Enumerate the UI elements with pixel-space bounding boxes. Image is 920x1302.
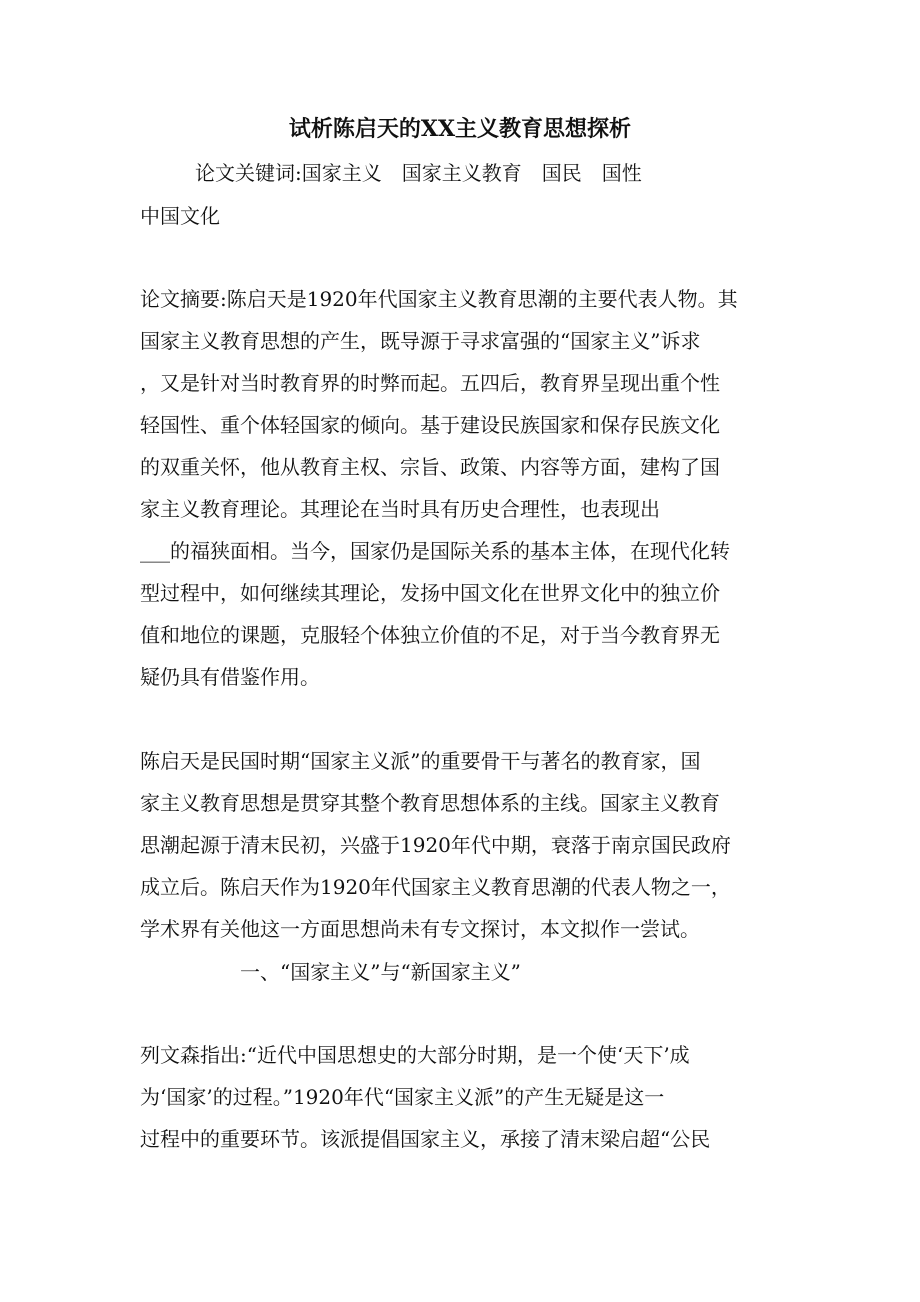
abstract-line: 型过程中，如何继续其理论，发扬中国文化在世界文化中的独立价 <box>140 581 720 605</box>
abstract-line: 轻国性、重个体轻国家的倾向。基于建设民族国家和保存民族文化 <box>140 413 720 437</box>
intro-line: 家主义教育思想是贯穿其整个教育思想体系的主线。国家主义教育 <box>140 791 720 815</box>
document-title: 试析陈启天的XX主义教育思想探析 <box>288 116 632 142</box>
intro-line: 陈启天是民国时期“国家主义派”的重要骨干与著名的教育家，国 <box>140 749 701 773</box>
abstract-line: 值和地位的课题，克服轻个体独立价值的不足，对于当今教育界无 <box>140 623 720 647</box>
abstract-line: 家主义教育理论。其理论在当时具有历史合理性，也表现出 <box>140 497 660 521</box>
abstract-line: 国家主义教育思想的产生，既导源于寻求富强的“国家主义”诉求 <box>140 329 701 353</box>
intro-line: 学术界有关他这一方面思想尚未有专文探讨，本文拟作一尝试。 <box>140 917 700 941</box>
abstract-line: 论文摘要:陈启天是1920年代国家主义教育思潮的主要代表人物。其 <box>140 287 738 311</box>
section-body-line: 为‘国家’的过程。”1920年代“国家主义派”的产生无疑是这一 <box>140 1085 665 1109</box>
section-heading: 一、“国家主义”与“新国家主义” <box>240 960 521 984</box>
abstract-line: 疑仍具有借鉴作用。 <box>140 665 320 689</box>
keywords-line: 论文关键词:国家主义 国家主义教育 国民 国性 <box>195 161 642 185</box>
abstract-line: 的双重关怀，他从教育主权、宗旨、政策、内容等方面，建构了国 <box>140 455 720 479</box>
intro-line: 成立后。陈启天作为1920年代国家主义教育思潮的代表人物之一， <box>140 875 731 899</box>
keywords-line-continued: 中国文化 <box>140 204 220 228</box>
abstract-line: ___的福狭面相。当今，国家仍是国际关系的基本主体，在现代化转 <box>140 539 730 563</box>
section-body-line: 过程中的重要环节。该派提倡国家主义，承接了清末梁启超“公民 <box>140 1127 711 1151</box>
section-body-line: 列文森指出:“近代中国思想史的大部分时期，是一个使‘天下’成 <box>140 1043 690 1067</box>
intro-line: 思潮起源于清末民初，兴盛于1920年代中期，衰落于南京国民政府 <box>140 833 731 857</box>
abstract-line: ，又是针对当时教育界的时弊而起。五四后，教育界呈现出重个性 <box>140 371 720 395</box>
